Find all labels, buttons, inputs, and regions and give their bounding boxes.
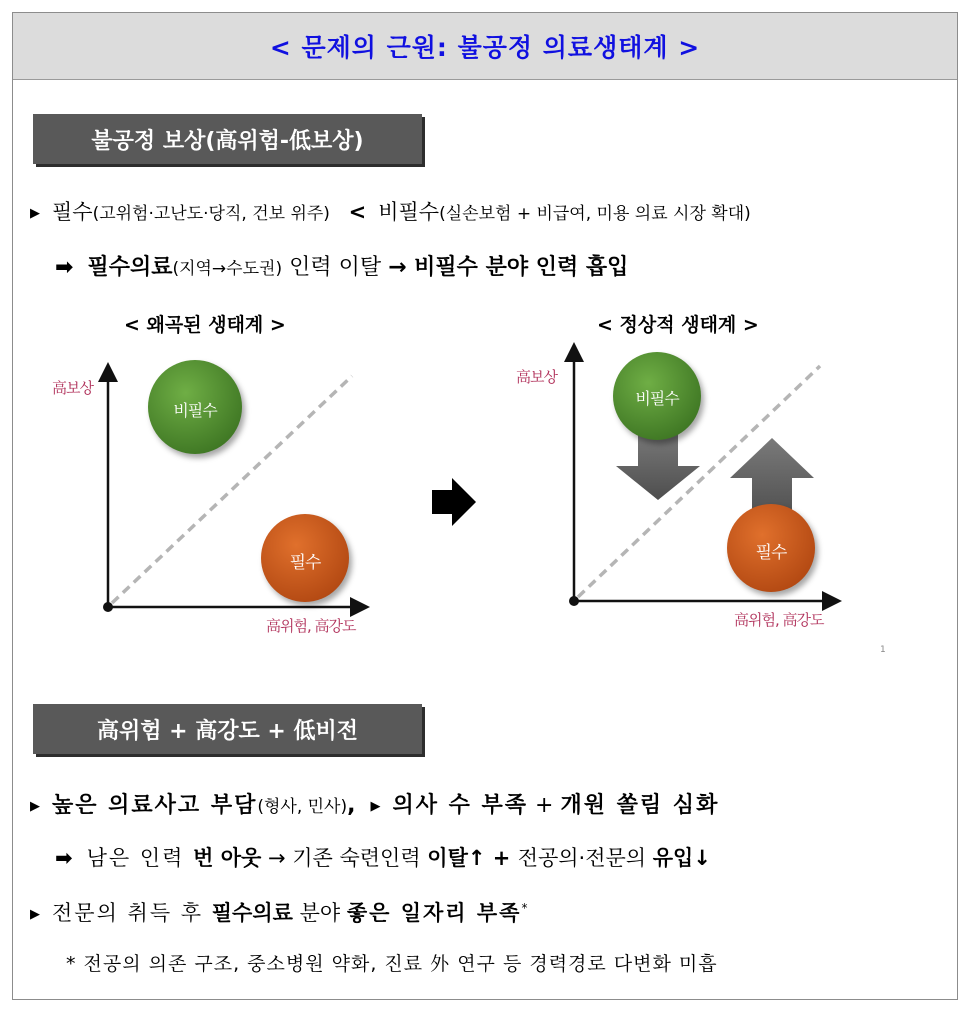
- doctor-shortage: 의사 수 부족: [392, 793, 529, 818]
- origin-dot: [103, 602, 113, 612]
- origin-dot: [569, 596, 579, 606]
- section-heading-risk-intensity-vision: [33, 704, 422, 754]
- triangle-bullet-icon: ▶: [370, 799, 381, 814]
- distorted-ecosystem-title: < 왜곡된 생태계 >: [124, 314, 286, 336]
- less-than-sign: <: [348, 200, 367, 224]
- medical-accident-burden: 높은 의료사고 부담: [52, 793, 258, 818]
- triangle-bullet-icon: ▶: [30, 907, 40, 922]
- outflow-text: 인력 이탈: [282, 255, 389, 280]
- plus-sign: +: [528, 793, 561, 818]
- burden-line: [30, 788, 719, 819]
- burnout-term: 번 아웃: [193, 846, 262, 870]
- inflow-text: 비필수 분야 인력 흡입: [406, 255, 629, 280]
- y-axis-label-left: 高보상: [52, 379, 93, 397]
- remaining-workforce: 남은 인력: [86, 846, 194, 870]
- legal-detail: (형사, 민사): [257, 797, 348, 817]
- triangle-bullet-icon: ▶: [30, 206, 40, 221]
- right-arrow-icon: ➡: [55, 846, 73, 870]
- nonessential-term: 비필수: [378, 200, 440, 224]
- essential-care-term: 필수의료: [87, 255, 173, 280]
- down-arrow-icon: [616, 430, 700, 500]
- nonessential-bubble-label-left: 비필수: [173, 401, 217, 420]
- page-title: < 문제의 근원: 불공정 의료생태계 >: [269, 33, 701, 62]
- essential-bubble-label-left: 필수: [289, 553, 321, 573]
- essential-term: 필수: [52, 200, 93, 224]
- arrow-icon: →: [388, 255, 407, 280]
- x-axis-label-left: 高위험, 高강도: [266, 617, 356, 635]
- inflow-down: 유입↓: [652, 846, 711, 870]
- normal-ecosystem-title: < 정상적 생태계 >: [597, 314, 759, 336]
- essential-care-term: 필수의료: [211, 901, 293, 925]
- comma: ,: [347, 793, 356, 818]
- page-note: 1: [880, 645, 886, 655]
- footnote-marker: *: [521, 901, 528, 915]
- residents-specialists-text: 전공의·전문의: [517, 846, 653, 870]
- departure-up: 이탈↑: [427, 846, 486, 870]
- y-axis-label-right: 高보상: [516, 368, 557, 386]
- good-job-shortage: 좋은 일자리 부족: [346, 901, 522, 925]
- normal-ecosystem-diagram: [569, 352, 832, 606]
- x-axis-label-right: 高위험, 高강도: [734, 611, 824, 629]
- transition-arrow-icon: [432, 478, 476, 526]
- job-shortage-line: [30, 897, 527, 927]
- triangle-bullet-icon: ▶: [30, 799, 40, 814]
- plus-sign: +: [485, 846, 518, 870]
- burnout-line: [55, 842, 711, 872]
- distorted-ecosystem-diagram: [103, 360, 360, 612]
- region-detail: (지역→수도권): [172, 259, 283, 279]
- footnote: * 전공의 의존 구조, 중소병원 약화, 진료 外 연구 등 경력경로 다변화 미흡: [66, 953, 718, 975]
- nonessential-bubble-label-right: 비필수: [635, 389, 679, 408]
- field-text: 분야: [292, 901, 347, 925]
- nonessential-detail: (실손보험 + 비급여, 미용 의료 시장 확대): [439, 204, 751, 224]
- essential-detail: (고위험·고난도·당직, 건보 위주): [92, 204, 330, 224]
- section-heading-text: 불공정 보상(高위험-低보상): [91, 128, 364, 154]
- right-arrow-icon: ➡: [55, 255, 74, 280]
- section-heading-text: 高위험 + 高강도 + 低비전: [96, 718, 359, 744]
- essential-bubble-label-right: 필수: [755, 543, 787, 563]
- experienced-workforce-text: → 기존 숙련인력: [261, 846, 428, 870]
- clinic-concentration: 개원 쏠림 심화: [560, 793, 720, 818]
- after-specialist-text: 전문의 취득 후: [52, 901, 212, 925]
